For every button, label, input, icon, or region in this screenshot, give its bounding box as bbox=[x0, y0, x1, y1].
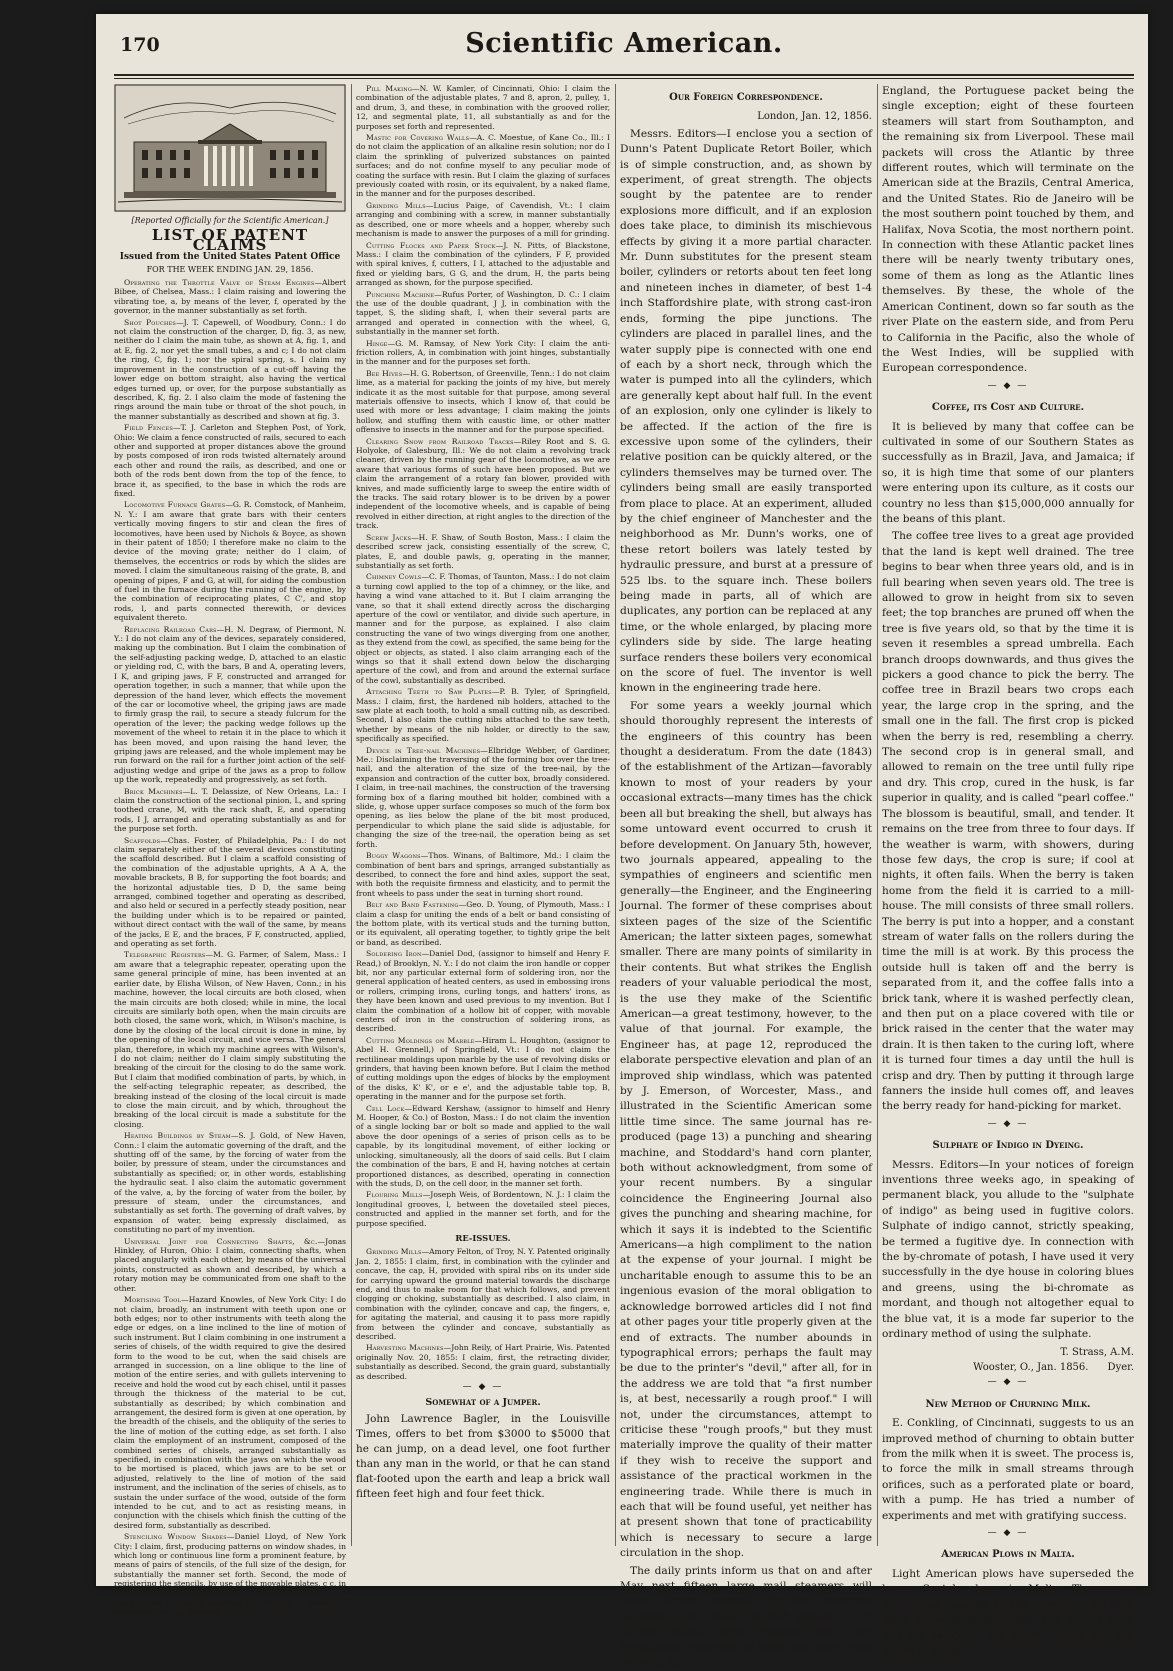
patent-claim bbox=[114, 500, 346, 622]
indigo-place: Wooster, O., Jan. 1856. bbox=[973, 1361, 1089, 1373]
column-patent-claims-continued bbox=[356, 84, 610, 1556]
column-patent-claims bbox=[114, 84, 347, 1617]
reported-note: [Reported Officially for the Scientific American.] bbox=[131, 216, 329, 225]
patent-claim bbox=[356, 241, 610, 288]
patent-office-engraving bbox=[114, 84, 346, 212]
patent-claim-text: —Edward Kershaw, (assignor to himself and Henry M. Hooper, & Co.) of Boston, Mass.: I do not claim the invention of a single locking bar or bolt so made and applied to the wall above the door openings of a series of prison cells as to be capable, by its longitudinal movement, of either locking or unlocking, simultaneously, all the doors of said cells. But I claim the combination of the bars, E and H, having notches at certain proportioned distances, as described, operating in connection with the studs, D, on the cell door, in the manner set forth. bbox=[356, 1103, 610, 1188]
patent-claim-lead: Mortising Tool bbox=[124, 1295, 182, 1305]
patent-claim-lead: Bee Hives bbox=[366, 368, 403, 378]
correspondence-paragraph: The daily prints inform us that on and after May next fifteen large mail steamers will leave Europe monthly for the American continent, viz.: seven English packets, four United States, three Belgian, and four Portuguese. Fourteen of these will start from or touch at bbox=[620, 1564, 872, 1670]
masthead bbox=[114, 30, 1134, 60]
newspaper-page bbox=[96, 14, 1148, 1670]
column-foreign-correspondence bbox=[620, 84, 872, 1670]
patent-claim-text: —Elbridge Webber, of Gardiner, Me.: Disclaiming the traversing of the forming box over the tree-nail, and the alteration of the size of the tree-nail, by the expansion and contraction of the cutter box, broadly considered. I claim, in tree-nail machines, the construction of the traversing forming box of a flaring mouthed bit holder, combined with a slide, g, whose upper surface composes so much of the form box opening, as lies below the plane of the bit most produced, perpendicular to which plane the said slide is adjustable, for changing the size of the tree-nail, the operation being as set forth. bbox=[356, 745, 610, 849]
patent-claim bbox=[114, 1131, 346, 1234]
patent-claim-text: —G. M. Ramsay, of New York City: I claim the anti-friction rollers, A, in combination with joint hinges, substantially in the manner and for the purposes set forth. bbox=[356, 338, 610, 367]
patent-claim bbox=[356, 572, 610, 685]
reissue-claim-lead: Grinding Mills bbox=[366, 1247, 422, 1257]
patent-claim-text: —A. C. Moestue, of Kane Co., Ill.: I do not claim the application of an alkaline resin solution; nor do I claim the sprinkling of pulverized substances on painted surfaces; and do not confine myself to any peculiar mode of coating the surface with resin. But I claim the glazing of surfaces previously coated with rosin, or its equivalent, by a naked flame, in the manner and for the purposes described. bbox=[356, 133, 610, 199]
patent-claim-text: —Geo. D. Young, of Plymouth, Mass.: I claim a clasp for uniting the ends of a belt or band consisting of the bottom plate, with its vertical studs and the turning button, or its equivalent, all operating together, to tightly gripe the belt or band, as described. bbox=[356, 900, 611, 947]
patent-claim-text: —Albert Bibee, of Chelsea, Mass.: I claim raising and lowering the vibrating toe, a, by means of the lever, f, operated by the governor, in the manner substantially as set forth. bbox=[114, 278, 346, 316]
patent-claim-text: —Joseph Weis, of Bordentown, N. J.: I claim the longitudinal grooves, l, between the dovetailed steel pieces, constructed and applied in the manner set forth, and for the purpose specified. bbox=[356, 1190, 610, 1228]
patent-claim-lead: Field Fences bbox=[124, 423, 173, 433]
patent-claim-text: —G. R. Comstock, of Manheim, N. Y.: I am aware that grate bars with their centers vertically moving fingers to stir and clean the fires of locomotives, have been used by Nichols & Boyce, as shown in their patent of 1850; I therefore make no claim to the device of the moving grate; neither do I claim, of themselves, the eccentrics or rods by which the slides are moved. I claim the simultaneous raising of the grate, B, and opening of pipes, F and G, at will, for aiding the combustion of fuel in the furnace during the running of the engine, by the combination of reciprocating plates, C C', and stop rods, l, and parts connected therewith, or devices equivalent thereto. bbox=[114, 500, 346, 623]
patent-claim bbox=[114, 836, 346, 949]
coffee-paragraph: The coffee tree lives to a great age provided that the land is kept well drained. The tree begins to bear when three years old, and is in full bearing when seven years old. The tree is allowed to grow in height from six to seven feet; the top branches are pruned off when the tree is five years old, so that by the time it is seven it resembles a spread umbrella. Each branch droops downwards, and thus gives the pickers a good chance to pick the berry. The coffee tree in Brazil bears two crops each year, the large crop in the spring, and the small one in the fall. The first crop is picked when the berry is red, resembling a cherry. The second crop is in general small, and allowed to remain on the tree until fully ripe and dry. This crop, cured in the husk, is far superior in quality, and is called "pearl coffee." The blossom is beautiful, small, and tender. It remains on the tree from three to four days. If the weather is warm, with showers, during those few days, the crop is sure; if cool at nights, it often fails. When the berry is taken home from the field it is carried to a mill-house. The mill consists of three small rollers. The berry is put into a hopper, and a constant stream of water falls on the rollers during the time the mill is at work. By this process the outside hull is taken off and the berry is separated from it, and the coffee falls into a brick tank, where it is washed perfectly clean, and then put on a place covered with tile or brick raised in the center that the water may drain. It is then taken to the curing loft, where it is turned four times a day until the hull is crisp and dry. Then by putting it through large fanners the inside hull comes off, and leaves the berry ready for hand-picking for market. bbox=[882, 530, 1135, 1113]
patent-claim-lead: Mastic for Covering Walls bbox=[366, 133, 470, 143]
correspondence-paragraph: Messrs. Editors—I enclose you a section of Dunn's Patent Duplicate Retort Boiler, which is of simple construction, and, as shown by experiment, of great strength. The objects sought by the patentee are to render explosions more difficult, and if an explosion does take place, to diminish its mischievous effects by giving it a more partial character. Mr. Dunn substitutes for the present steam boiler, cylinders or retorts about ten feet long and nineteen inches in diameter, of best 1-4 inch Staffordshire plate, with strong cast-iron ends, forming the pipe junctions. The cylinders are placed in parallel lines, and the water supply pipe is connected with one end of each by a short neck, through which the water is pumped into all the cylinders, which are generally kept about half full. In the event of an explosion, only one cylinder is likely to be affected. If the action of the fire is excessive upon some of the cylinders, their relative position can be quickly altered, or the cylinders themselves may be turned over. The cylinders being small are easily transported from place to place. At an experiment, alluded by the chief engineer of Manchester and the neighborhood as Mr. Dunn's works, one of these retort boilers was lately tested by hydraulic pressure, and burst at a pressure of 525 lbs. to the square inch. These boilers being made in parts, all of which are duplicates, any portion can be replaced at any time, or the whole enlarged, by placing more cylinders side by side. The large heating surface renders these boilers very economical on the score of fuel. The inventor is well known in the engineering trade here. bbox=[620, 127, 872, 695]
column-miscellany bbox=[882, 84, 1135, 1657]
patent-claim-lead: Chimney Cowls bbox=[366, 572, 422, 582]
section-ornament: — ◆ — bbox=[987, 380, 1029, 391]
patent-claim-lead: Punching Machine bbox=[366, 289, 435, 299]
patent-claim-lead: Clearing Snow from Railroad Tracks bbox=[366, 436, 514, 446]
coffee-title: Coffee, its Cost and Culture. bbox=[931, 402, 1085, 414]
patent-claim-lead: Screw Jacks bbox=[366, 532, 412, 542]
reissue-claim-text: —Amory Felton, of Troy, N. Y. Patented originally Jan. 2, 1855: I claim, first, in combination with the cylinder and concave, the cap, H, provided with spiral ribs on its under side for carrying upward the ground material towards the discharge end, and thus to make room for that which follows, and prevent clogging or choking, substantially as described. I also claim, in combination with the cylinder, concave and cap, the fingers, e, for agitating the material, and causing it to pass more rapidly from between the cylinder and concave, substantially as described. bbox=[356, 1247, 610, 1341]
patent-claim bbox=[114, 625, 346, 785]
masthead-rule-thin bbox=[114, 78, 1134, 79]
patent-claim-lead: Stenciling Window Shades bbox=[124, 1532, 227, 1542]
patent-claim-lead: Device in Tree-nail Machines bbox=[366, 745, 481, 755]
patent-claim-lead: Cutting Flocks and Paper Stock bbox=[366, 240, 496, 250]
patent-claim-lead: Soldering Iron bbox=[366, 949, 422, 959]
patent-claim-text: —Chas. Foster, of Philadelphia, Pa.: I do not claim separately either of the several devices constituting the scaffold described. But I claim a scaffold consisting of the combination of the adjustable uprights, A A A, the movable brackets, B B, for supporting the foot boards; and the horizontal adjustable ties, D D, the same being arranged, combined together and operating as described, and also held or secured in a perfectly steady position, near the building under which is to be repaired or painted, without direct contact with the wall of the same, by means of the jacks, E E, and the braces, F F, constructed, applied, and operating as set forth. bbox=[114, 835, 346, 949]
patent-claim bbox=[114, 950, 346, 1129]
patent-claim-list bbox=[114, 278, 346, 1617]
steamers-continuation: England, the Portuguese packet being the single exception; eight of these fourteen steamers will start from Southampton, and the remaining six from Liverpool. These mail packets will cross the Atlantic by three different routes, which will terminate on the American side at the Brazils, Central America, and the United States. Rio de Janeiro will be the most southern point touched by them, and Halifax, Nova Scotia, the most northern point. In connection with these Atlantic packet lines there will be nearly twenty tributary ones, some of them as long as the Atlantic lines themselves. By these, the whole of the American Continent, down so far south as the river Plate on the eastern side, and from Peru to California in the Pacific, also the whole of the West Indies, will be supplied with European correspondence. bbox=[882, 85, 1134, 375]
patent-claim bbox=[114, 278, 346, 316]
reissue-list bbox=[356, 1247, 610, 1381]
indigo-text: Messrs. Editors—In your notices of foreign inventions three weeks ago, in speaking of permanent black, you allude to the "sulphate of indigo" as being used in fugitive colors. Sulphate of indigo cannot, strictly speaking, be termed a fugitive dye. In connection with the by-chromate of potash, I have used it very successfully in the dye house in coloring blues and greens, using the bi-chromate as mordant, and though not altogether equal to the blue vat, it is a mode far superior to the ordinary method of using the sulphate. bbox=[882, 1158, 1134, 1341]
patent-claim-lead: Buggy Wagons bbox=[366, 851, 421, 861]
reissue-claim-lead: Harvesting Machines bbox=[366, 1343, 444, 1353]
foreign-correspondence-title: Our Foreign Correspondence. bbox=[669, 92, 823, 103]
patent-claim bbox=[356, 900, 610, 947]
patent-claim bbox=[356, 533, 610, 571]
patent-claim-text: —H. N. Degraw, of Piermont, N. Y.: I do not claim any of the devices, separately considered, making up the combination. But I claim the combination of the self-adjusting packing wedge, D, attached to an elastic or yielding rod, C, with the bars, B and A, operating levers, I K, and griping jaws, F F, constructed and arranged for operation together, in such a manner, that while upon the depression of the hand lever, which effects the movement of the car or locomotive wheel, the griping jaws are made to firmly grasp the rail, to secure a steady fulcrum for the operation of the lever; the packing wedge follows up the movement of the wheel to retain it in the place to which it has been moved, and upon raising the hand lever, the griping jaws are released, and the whole implement may be run forward on the rail for a further joint action of the self-adjusting wedge and gripe of the jaws as a prop to follow up the work, repeatedly and progressively, as set forth. bbox=[114, 624, 346, 785]
section-ornament: — ◆ — bbox=[987, 1118, 1029, 1129]
churning-text: E. Conkling, of Cincinnati, suggests to us an improved method of churning to obtain butter from the milk when it is sweet. The process is, to force the milk in small streams through orifices, such as a perforated plate or board, with a pump. He has tried a number of experiments and met with gratifying success. bbox=[882, 1417, 1134, 1522]
patent-claim bbox=[356, 201, 610, 239]
column-divider bbox=[351, 84, 352, 1546]
dateline: London, Jan. 12, 1856. bbox=[757, 111, 872, 123]
coffee-article bbox=[882, 420, 1134, 1115]
patent-claim-text: —N. W. Kamler, of Cincinnati, Ohio: I claim the combination of the adjustable plates, 7 and 8, apron, 2, pulley, 1, and drum, 3, and these, in combination with the grooved roller, 12, and segmental plate, 11, all substantially as and for the purposes set forth and represented. bbox=[356, 84, 610, 131]
plows-title: American Plows in Malta. bbox=[941, 1549, 1075, 1561]
indigo-trade: Dyer. bbox=[1107, 1361, 1134, 1373]
reissue-claim bbox=[356, 1343, 610, 1381]
masthead-rule bbox=[114, 74, 1134, 76]
patent-claim bbox=[356, 1104, 610, 1189]
patent-claim-text: —Jonas Hinkley, of Huron, Ohio: I claim, connecting shafts, when placed angularly with each other, by means of the universal joints, constructed as shown and described, by which a rotary motion may be communicated from one shaft to the other. bbox=[114, 1236, 346, 1293]
patent-claim bbox=[114, 787, 346, 834]
patent-claim-lead: Shot Pouches bbox=[124, 317, 177, 327]
patent-claim bbox=[356, 1036, 610, 1102]
patent-claim-lead: Flouring Mills bbox=[366, 1190, 423, 1200]
reissues-header: RE-ISSUES. bbox=[455, 1232, 511, 1243]
patent-claim-text: —Daniel Lloyd, of New York City: I claim, first, producing patterns on window shades, in which long or continuous line form a prominent feature, by means of pairs of stencils, of the full size of the design, for substantially the manner set forth. Second, the mode of registering the stencils, by use of the movable plates, c c, in combination with the fixed stops, b, or their equivalent, for the purpose of readily adapting the stencils to shades of various widths, as specified. bbox=[114, 1532, 346, 1617]
section-ornament: — ◆ — bbox=[987, 1527, 1029, 1538]
patent-claim-text: —S. J. Gold, of New Haven, Conn.: I claim the automatic governing of the draft, and the shutting off of the same, by the forcing of water from the boiler, by pressure of steam, under the circumstances and substantially as specified; or, in other words, establishing the hydraulic seat. I also claim the automatic government of the valve, a, by the forcing of water from the boiler, by pressure of steam, under the circumstances, and substantially as set forth. The governing of draft valves, by expansion of water, being expressly disclaimed, as constituting no part of my invention. bbox=[114, 1131, 346, 1235]
patent-claim bbox=[356, 949, 610, 1034]
patent-claim bbox=[114, 318, 346, 421]
patent-claim-text: —J. N. Pitts, of Blackstone, Mass.: I claim the combination of the cylinders, F F, provided with spiral knives, f, cutters, I I, attached to the adjustable and fixed or yielding bars, G G, and the drum, H, the parts being arranged as shown, for the purpose specified. bbox=[356, 240, 611, 288]
indigo-title: Sulphate of Indigo in Dyeing. bbox=[932, 1140, 1084, 1152]
week-ending: FOR THE WEEK ENDING JAN. 29, 1856. bbox=[146, 264, 314, 274]
patent-claim bbox=[356, 369, 610, 435]
patent-claim-text: —Riley Root and S. G. Holyoke, of Galesburg, Ill.: We do not claim a revolving track cleaner, driven by the running gear of the locomotive, as we are aware that various forms of such have been proposed. But we claim the arrangement of a rotary fan blower, provided with knives, and made sufficiently large to sweep the entire width of the tracks. The said rotary blower is to be driven by a power independent of the locomotive wheels, and is capable of being revolved in either direction, at right angles to the direction of the track. bbox=[356, 436, 610, 531]
patent-claim-text: —Lucius Paige, of Cavendish, Vt.: I claim arranging and combining with a screw, in manner substantially as described, one or more wheels and a hopper, whereby such mechanism is made to answer the purposes of a mill for grinding. bbox=[356, 200, 610, 239]
patent-claim-text: —M. G. Farmer, of Salem, Mass.: I am aware that a telegraphic repeater, operating upon the same general principle of mine, has been invented at an earlier date, by Elisha Wilson, of New Haven, Conn.; in his machine, however, the local circuits are both closed, when the main circuits are both closed; while in mine, the local circuits are similarly both open, when the main circuits are both closed, the same work, which, in Wilson's machine, is done by the closing of the local circuit is done in mine, by the opening of the local circuit, and vice versa. The general plan, therefore, in which my machine agrees with Wilson's, I do not claim; neither do I claim simply substituting the breaking of the circuit for the closing to do the same work. But I claim that modified combination of parts, by which, in the self-acting telegraphic repeater, as described, the breaking instead of the closing of the local circuit is made to close the main circuit, and by which, throughout the breaking of the local circuit is made a substitute for the closing. bbox=[114, 950, 346, 1129]
jumper-title: Somewhat of a Jumper. bbox=[425, 1397, 541, 1409]
patent-claim-lead: Operating the Throttle Valve of Steam Engines bbox=[124, 278, 315, 288]
patent-claim-lead: Locomotive Furnace Grates bbox=[124, 500, 226, 510]
churning-title: New Method of Churning Milk. bbox=[925, 1398, 1091, 1410]
patent-claim-lead: Scaffolds bbox=[124, 835, 161, 845]
patent-claim-text: —Thos. Winans, of Baltimore, Md.: I claim the combination of bent bars and springs, arranged substantially as described, to connect the fore and hind axles, support the seat, with both the requisite firmness and elasticity, and to permit the front wheels to pass under the seat in turning short round. bbox=[356, 851, 610, 898]
patent-claim-text: —H. F. Shaw, of South Boston, Mass.: I claim the described screw jack, consisting essentially of the screw, C, plates, E, and double pawls, g, operating in the manner, substantially as set forth. bbox=[356, 532, 610, 570]
patent-claim-text: —H. G. Robertson, of Greenville, Tenn.: I do not claim lime, as a material for packing the joints of my hive, but merely indicate it as the most suitable for that purpose, among several materials offensive to insects, which I know of, that could be used with more or less advantage; I claim making the joints hollow, and stuffing them with caustic lime, or other matter offensive to insects in the manner and for the purpose specified. bbox=[356, 368, 611, 435]
coffee-paragraph: It is believed by many that coffee can be cultivated in some of our Southern States as successfully as in Brazil, Java, and Jamaica; if so, it is high time that some of our planters were entering upon its culture, as it costs our country no less than $15,000,000 annually for the beans of this plant. bbox=[882, 420, 1134, 525]
patent-claim-lead: Brick Machines bbox=[124, 786, 183, 796]
patent-claim-text: —P. B. Tyler, of Springfield, Mass.: I claim, first, the hardened nib holders, attached to the saw plate at each tooth, to hold a small cutting nib, as described. Second, I also claim the cutting nibs attached to the saw teeth, whether by means of the nib holder, or directly to the saw, specifically as specified. bbox=[356, 687, 610, 744]
page-number: 170 bbox=[120, 34, 160, 56]
patent-claim bbox=[114, 1295, 346, 1530]
patent-claim bbox=[356, 851, 610, 898]
patent-claim-lead: Grinding Mills bbox=[366, 200, 426, 210]
patent-claim-lead: Pill Making bbox=[366, 84, 413, 93]
patent-claim-lead: Cell Lock bbox=[366, 1103, 405, 1113]
reissue-claim bbox=[356, 1247, 610, 1341]
patent-claim-lead: Telegraphic Registers bbox=[124, 950, 206, 960]
patent-claim bbox=[356, 1190, 610, 1228]
patent-claim-text: —C. F. Thomas, of Taunton, Mass.: I do not claim a turning cowl applied to the top of a chimney, or the like, and having a wind vane attached to it. But I claim arranging the vane, so that it shall extend directly across the discharging aperture of the cowl or ventilator, and divide such aperture, in manner and for the purpose, as explained. I also claim constructing the vane of two wings diverging from one another, as they extend from the cowl, as specified, the same being for the object or objects, as stated. I also claim arranging each of the wings so that it shall extend down below the discharging aperture of the cowl, and from and around the external surface of the cowl, substantially as described. bbox=[356, 572, 610, 685]
jumper-text: John Lawrence Bagler, in the Louisville Times, offers to bet from $3000 to $5000 that he can jump, on a dead level, one foot further than any man in the world, or that he can stand flat-footed upon the earth and leap a brick wall fifteen feet high and four feet thick. bbox=[356, 1412, 610, 1500]
patent-claim-lead: Heating Buildings by Steam bbox=[124, 1131, 231, 1141]
patent-claim-text: —L. T. Delassize, of New Orleans, La.: I claim the construction of the sectional pinion, L, and spring toothed crane, M, with the rack shaft, E, and operating rods, I J, arranged and operating substantially as and for the purpose set forth. bbox=[114, 786, 346, 834]
patent-claim-lead: Cutting Moldings on Marble bbox=[366, 1035, 475, 1045]
patent-claim-text: —J. T. Capewell, of Woodbury, Conn.: I do not claim the construction of the charger, D, fig. 3, as new, neither do I claim the main tube, as shown at A, fig. 1, and at E, fig. 2, nor yet the small tubes, a and c; I do not claim the ring, C, fig. 1; nor the spiral spring, s. I claim my improvement in the construction of a cut-off having the lower edge on bottom straight, also having the vertical edges turned up, or over, for the purpose substantially as described, K, fig. 2. I also claim the mode of fastening the rings around the main tube or throat of the shot pouch, in the manner substantially as described and shown at fig. 3. bbox=[114, 317, 346, 421]
patent-claim bbox=[114, 423, 346, 498]
section-ornament: — ◆ — bbox=[462, 1382, 504, 1393]
patent-claim-lead: Belt and Band Fastening bbox=[366, 900, 459, 910]
patent-claim bbox=[356, 687, 610, 743]
patent-claim-text: —Hiram L. Houghton, (assignor to Abel H. Grennell,) of Springfield, Vt.: I do not claim the rectilinear moldings upon marble by the use of revolving disks or grinders, that having been known before. But I claim the method of cutting moldings upon the edges of blocks by the employment of the disks, K' K', or e e', and the adjustable table top, B, operating in the manner and for the purpose set forth. bbox=[356, 1035, 610, 1102]
patent-claim bbox=[114, 1532, 346, 1617]
patent-claim-lead: Universal Joint for Connecting Shafts, &c. bbox=[124, 1236, 318, 1246]
patent-claim-lead: Replacing Railroad Cars bbox=[124, 624, 217, 634]
patent-claim-text: —T. J. Carleton and Stephen Post, of York, Ohio: We claim a fence constructed of rails, secured to each other and supported at proper distances above the ground by posts composed of iron rods twisted alternately around each other and round the rails, as described, and one or both of the rods bent down from the top of the fence, to brace it, as specified, to the base in which the rods are fixed. bbox=[114, 423, 347, 498]
patent-claim bbox=[356, 290, 610, 337]
patent-claim bbox=[356, 133, 610, 199]
correspondence-body bbox=[620, 127, 872, 1671]
patent-claims-header: LIST OF PATENT CLAIMS bbox=[151, 226, 309, 254]
patent-claim bbox=[356, 339, 610, 367]
plows-text: Light American plows have superseded the heavy Scotch plows in Malta. They were introduced recently by the Governor, Sir Wm. Reid, formerly of Bermuda. The Scotch plow was too heavy for the warm climate and the mules of Malta. bbox=[882, 1567, 1134, 1657]
patent-claim-lead: Hinge bbox=[366, 338, 388, 348]
column-divider bbox=[615, 84, 616, 1546]
patent-claim-text: —Hazard Knowles, of New York City: I do not claim, broadly, an instrument with teeth upon one or both edges; nor to other instruments with teeth along the edge or edges, on a line inclined to the line of motion of such instrument. But I claim combining in one instrument a series of chisels, of the width required to give the desired form to the wood to be cut, when the said chisels are arranged in succession, on a line oblique to the line of motion of the entire series, and with gullets intervening to receive and hold the wood cut by each chisel, until it passes through the thickness of the material to be cut, substantially as described; by which combination and arrangement, the desired form is given at one operation, by the breadth of the chisels, and the obliquity of the series to the line of motion of the cutting edge, as set forth. I also claim the employment of an instrument, composed of the combined series of chisels, arranged substantially as specified, in combination with the jaws on which the wood to be mortised is placed, which jaws are to be set or adjusted, relatively to the line of motion of the said instrument, and the inclination of the series of chisels, as to sustain the under surface of the wood, outside of the form intended to be cut, and to act as resisting means, in conjunction with the chisels which finish the cutting of the desired form, substantially as described. bbox=[114, 1295, 346, 1530]
patent-claim bbox=[356, 84, 610, 131]
patent-claim-text: —Rufus Porter, of Washington, D. C.: I claim the use of the double quadrant, J J, in combination with the tappet, S, the sliding shaft, I, when their several parts are arranged and operated in connection with the wheel, G, substantially in the manner set forth. bbox=[356, 289, 610, 337]
indigo-signature-line bbox=[882, 1360, 1134, 1375]
column-divider bbox=[877, 84, 878, 1546]
reissue-claim-text: —John Reily, of Hart Prairie, Wis. Patented originally Nov. 20, 1855: I claim, first, the retracting divider, substantially as described. Second, the grain guard, substantially as described. bbox=[356, 1343, 610, 1381]
section-ornament: — ◆ — bbox=[987, 1377, 1029, 1388]
patent-claim bbox=[356, 437, 610, 531]
patent-claim-lead: Attaching Teeth to Saw Plates bbox=[366, 687, 492, 697]
patent-claim-text: —Daniel Dod, (assignor to himself and Henry F. Read,) of Brooklyn, N. Y.: I do not claim the iron handle or copper bit, nor any particular external form of soldering iron, nor the general application of heated centers, as used in embossing irons or rollers, crimping irons, curling tongs, and hatters' irons, as they have been known and used previous to my invention. But I claim the combination of a hollow bit of copper, with movable centers of iron in the construction of soldering irons, as described. bbox=[356, 949, 610, 1034]
correspondence-paragraph: For some years a weekly journal which should thoroughly represent the interests of the engineers of this country has been thought a desideratum. From the date (1843) of the establishment of the Artizan—favorably known to most of your readers by your occasional extracts—many times has the chick been all but breaking the shell, but always has some untoward event occurred to crush it before development. On January 5th, however, two journals appeared, appealing to the sympathies of engineers and scientific men generally—the Engineer, and the Engineering Journal. The former of these comprises about sixteen pages of the size of the Scientific American; the latter sixteen pages, somewhat smaller. There are many points of similarity in their contents. But what strikes the English readers of your valuable periodical the most, is the use they make of the Scientific American—a great testimony, however, to the value of that journal. For example, the Engineer has, at page 12, reproduced the elaborate perspective elevation and plan of an improved ship windlass, which was patented by J. Emerson, of Worcester, Mass., and illustrated in the Scientific American some little time since. The same journal has re-produced (page 13) a punching and shearing machine, and Stoddard's hand corn planter, both without acknowledgment, from some of your recent numbers. By a singular coincidence the Engineering Journal also gives the punching and shearing machine, for which it says it is indebted to the Scientific Americans—a high compliment to the nation at the expense of your journal. I might be uncharitable enough to assume this to be an ingenious evasion of the moral obligation to acknowledge borrowed articles did I not find at other pages your title properly given at the end of extracts. The number abounds in typographical errors; perhaps the fault may be due to the printer's "devil," after all, for in the address we are told that "a first number is, at best, necessarily a rough proof." I will not, under the circumstances, attempt to criticise these "rough proofs," but they must materially improve the quality of their matter if they wish to receive the support and assistance of the practical workmen in the engineering trade. While there is much in each that will be found useful, yet neither has at present shown that tone of practicability which is necessary to secure a large circulation in the shop. bbox=[620, 699, 872, 1560]
patent-claim bbox=[114, 1237, 346, 1293]
patent-office-subheader: Issued from the United States Patent Office bbox=[119, 252, 341, 263]
patent-claim bbox=[356, 746, 610, 849]
patent-claim-list bbox=[356, 84, 610, 1228]
indigo-signature: T. Strass, A.M. bbox=[1060, 1346, 1134, 1358]
newspaper-title: Scientific American. bbox=[465, 28, 783, 59]
